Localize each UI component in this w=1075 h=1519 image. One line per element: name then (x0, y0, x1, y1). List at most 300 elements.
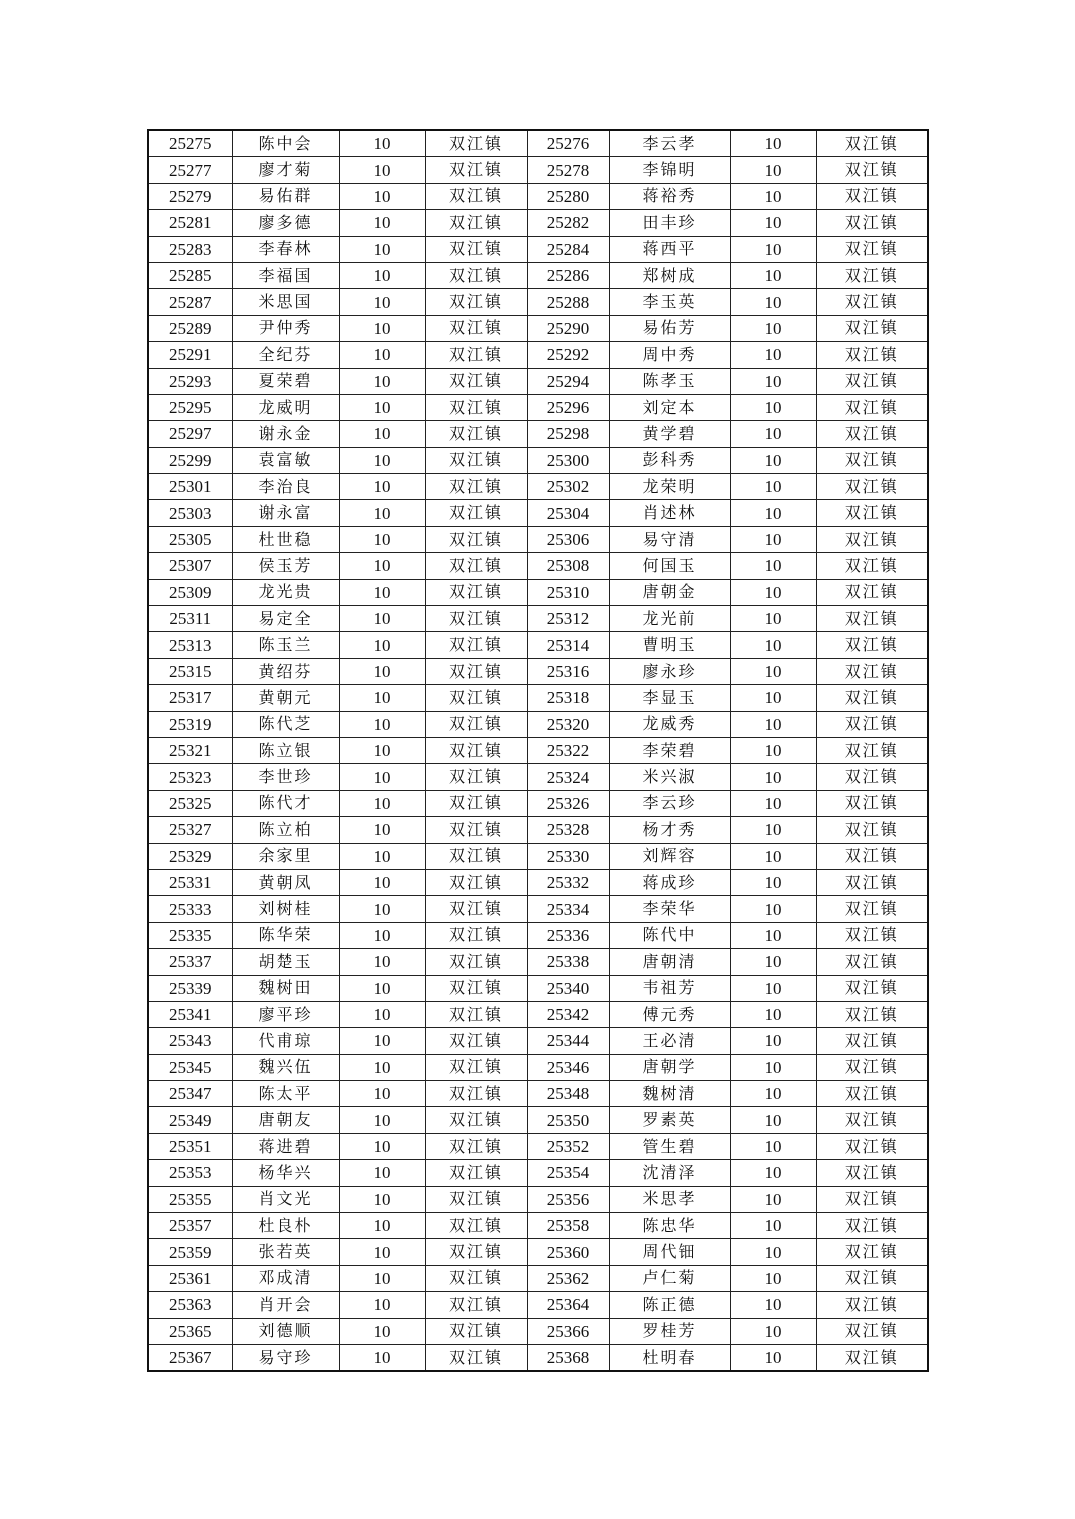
left-amount-cell: 10 (339, 764, 425, 790)
left-record-id-cell: 25285 (148, 262, 232, 288)
left-person-name-cell: 魏树田 (232, 975, 339, 1001)
left-record-id-cell: 25275 (148, 130, 232, 157)
right-amount-cell: 10 (730, 869, 816, 895)
right-person-name-cell: 蒋成珍 (609, 869, 730, 895)
right-person-name-cell: 陈代中 (609, 922, 730, 948)
right-amount-cell: 10 (730, 1265, 816, 1291)
left-town-name-cell: 双江镇 (425, 500, 527, 526)
left-record-id-cell: 25287 (148, 289, 232, 315)
left-amount-cell: 10 (339, 1133, 425, 1159)
table-row (148, 1028, 928, 1054)
right-amount-cell: 10 (730, 817, 816, 843)
right-amount-cell: 10 (730, 685, 816, 711)
left-person-name-cell: 袁富敏 (232, 447, 339, 473)
left-amount-cell: 10 (339, 737, 425, 763)
right-person-name-cell: 韦祖芳 (609, 975, 730, 1001)
left-record-id-cell: 25283 (148, 236, 232, 262)
table-row (148, 922, 928, 948)
right-amount-cell: 10 (730, 1028, 816, 1054)
right-amount-cell: 10 (730, 236, 816, 262)
right-amount-cell: 10 (730, 949, 816, 975)
right-person-name-cell: 李荣碧 (609, 737, 730, 763)
left-town-name-cell: 双江镇 (425, 1081, 527, 1107)
left-person-name-cell: 廖多德 (232, 210, 339, 236)
right-town-name-cell: 双江镇 (816, 262, 928, 288)
table-row (148, 1160, 928, 1186)
left-record-id-cell: 25319 (148, 711, 232, 737)
left-amount-cell: 10 (339, 632, 425, 658)
left-record-id-cell: 25301 (148, 474, 232, 500)
left-amount-cell: 10 (339, 1344, 425, 1371)
right-amount-cell: 10 (730, 1186, 816, 1212)
right-person-name-cell: 周代钿 (609, 1239, 730, 1265)
right-town-name-cell: 双江镇 (816, 658, 928, 684)
right-amount-cell: 10 (730, 421, 816, 447)
left-amount-cell: 10 (339, 896, 425, 922)
right-record-id-cell: 25276 (527, 130, 609, 157)
right-record-id-cell: 25338 (527, 949, 609, 975)
right-amount-cell: 10 (730, 553, 816, 579)
left-amount-cell: 10 (339, 1318, 425, 1344)
right-record-id-cell: 25322 (527, 737, 609, 763)
left-record-id-cell: 25347 (148, 1081, 232, 1107)
right-record-id-cell: 25348 (527, 1081, 609, 1107)
left-town-name-cell: 双江镇 (425, 817, 527, 843)
right-person-name-cell: 唐朝清 (609, 949, 730, 975)
left-person-name-cell: 廖平珍 (232, 1001, 339, 1027)
table-row (148, 1001, 928, 1027)
table-row (148, 394, 928, 420)
left-person-name-cell: 邓成清 (232, 1265, 339, 1291)
left-town-name-cell: 双江镇 (425, 157, 527, 183)
right-amount-cell: 10 (730, 1107, 816, 1133)
right-town-name-cell: 双江镇 (816, 1081, 928, 1107)
left-record-id-cell: 25309 (148, 579, 232, 605)
left-person-name-cell: 夏荣碧 (232, 368, 339, 394)
table-row (148, 1318, 928, 1344)
table-row (148, 1054, 928, 1080)
right-person-name-cell: 李锦明 (609, 157, 730, 183)
right-town-name-cell: 双江镇 (816, 315, 928, 341)
right-town-name-cell: 双江镇 (816, 130, 928, 157)
right-amount-cell: 10 (730, 975, 816, 1001)
left-town-name-cell: 双江镇 (425, 1318, 527, 1344)
left-amount-cell: 10 (339, 368, 425, 394)
right-amount-cell: 10 (730, 843, 816, 869)
table-row (148, 553, 928, 579)
right-record-id-cell: 25334 (527, 896, 609, 922)
right-record-id-cell: 25316 (527, 658, 609, 684)
left-person-name-cell: 谢永金 (232, 421, 339, 447)
right-person-name-cell: 何国玉 (609, 553, 730, 579)
right-person-name-cell: 李显玉 (609, 685, 730, 711)
left-town-name-cell: 双江镇 (425, 315, 527, 341)
left-record-id-cell: 25295 (148, 394, 232, 420)
right-amount-cell: 10 (730, 658, 816, 684)
left-town-name-cell: 双江镇 (425, 1160, 527, 1186)
right-record-id-cell: 25278 (527, 157, 609, 183)
left-person-name-cell: 全纪芬 (232, 342, 339, 368)
left-town-name-cell: 双江镇 (425, 236, 527, 262)
left-town-name-cell: 双江镇 (425, 368, 527, 394)
right-town-name-cell: 双江镇 (816, 236, 928, 262)
right-town-name-cell: 双江镇 (816, 1318, 928, 1344)
right-person-name-cell: 王必清 (609, 1028, 730, 1054)
table-row (148, 1213, 928, 1239)
left-town-name-cell: 双江镇 (425, 896, 527, 922)
table-row (148, 368, 928, 394)
right-record-id-cell: 25314 (527, 632, 609, 658)
right-record-id-cell: 25310 (527, 579, 609, 605)
right-record-id-cell: 25292 (527, 342, 609, 368)
left-record-id-cell: 25367 (148, 1344, 232, 1371)
right-record-id-cell: 25294 (527, 368, 609, 394)
left-person-name-cell: 陈立柏 (232, 817, 339, 843)
right-person-name-cell: 唐朝金 (609, 579, 730, 605)
right-town-name-cell: 双江镇 (816, 869, 928, 895)
left-town-name-cell: 双江镇 (425, 579, 527, 605)
right-town-name-cell: 双江镇 (816, 975, 928, 1001)
table-row (148, 949, 928, 975)
left-amount-cell: 10 (339, 1265, 425, 1291)
right-person-name-cell: 米兴淑 (609, 764, 730, 790)
left-person-name-cell: 唐朝友 (232, 1107, 339, 1133)
left-town-name-cell: 双江镇 (425, 1001, 527, 1027)
right-record-id-cell: 25368 (527, 1344, 609, 1371)
right-person-name-cell: 陈孝玉 (609, 368, 730, 394)
right-record-id-cell: 25286 (527, 262, 609, 288)
left-amount-cell: 10 (339, 526, 425, 552)
right-amount-cell: 10 (730, 1001, 816, 1027)
right-amount-cell: 10 (730, 1213, 816, 1239)
right-person-name-cell: 李荣华 (609, 896, 730, 922)
left-amount-cell: 10 (339, 183, 425, 209)
right-town-name-cell: 双江镇 (816, 922, 928, 948)
left-town-name-cell: 双江镇 (425, 1292, 527, 1318)
left-record-id-cell: 25333 (148, 896, 232, 922)
left-person-name-cell: 刘树桂 (232, 896, 339, 922)
right-record-id-cell: 25356 (527, 1186, 609, 1212)
right-person-name-cell: 罗素英 (609, 1107, 730, 1133)
left-person-name-cell: 刘德顺 (232, 1318, 339, 1344)
left-town-name-cell: 双江镇 (425, 1054, 527, 1080)
right-person-name-cell: 蒋裕秀 (609, 183, 730, 209)
right-amount-cell: 10 (730, 315, 816, 341)
left-town-name-cell: 双江镇 (425, 632, 527, 658)
left-person-name-cell: 李治良 (232, 474, 339, 500)
right-person-name-cell: 廖永珍 (609, 658, 730, 684)
left-town-name-cell: 双江镇 (425, 1344, 527, 1371)
left-person-name-cell: 张若英 (232, 1239, 339, 1265)
right-record-id-cell: 25344 (527, 1028, 609, 1054)
right-record-id-cell: 25354 (527, 1160, 609, 1186)
left-town-name-cell: 双江镇 (425, 474, 527, 500)
left-person-name-cell: 廖才菊 (232, 157, 339, 183)
left-town-name-cell: 双江镇 (425, 975, 527, 1001)
left-record-id-cell: 25343 (148, 1028, 232, 1054)
left-person-name-cell: 黄朝元 (232, 685, 339, 711)
right-town-name-cell: 双江镇 (816, 1107, 928, 1133)
right-town-name-cell: 双江镇 (816, 579, 928, 605)
table-row (148, 869, 928, 895)
right-record-id-cell: 25328 (527, 817, 609, 843)
left-amount-cell: 10 (339, 658, 425, 684)
left-amount-cell: 10 (339, 553, 425, 579)
right-amount-cell: 10 (730, 394, 816, 420)
left-town-name-cell: 双江镇 (425, 869, 527, 895)
table-row (148, 315, 928, 341)
table-row (148, 896, 928, 922)
left-amount-cell: 10 (339, 843, 425, 869)
right-record-id-cell: 25280 (527, 183, 609, 209)
right-record-id-cell: 25298 (527, 421, 609, 447)
right-record-id-cell: 25296 (527, 394, 609, 420)
left-record-id-cell: 25351 (148, 1133, 232, 1159)
right-person-name-cell: 刘定本 (609, 394, 730, 420)
right-record-id-cell: 25350 (527, 1107, 609, 1133)
left-amount-cell: 10 (339, 1107, 425, 1133)
left-town-name-cell: 双江镇 (425, 764, 527, 790)
right-person-name-cell: 田丰珍 (609, 210, 730, 236)
table-row (148, 130, 928, 157)
left-amount-cell: 10 (339, 236, 425, 262)
left-town-name-cell: 双江镇 (425, 843, 527, 869)
table-row (148, 289, 928, 315)
right-person-name-cell: 米思孝 (609, 1186, 730, 1212)
right-town-name-cell: 双江镇 (816, 183, 928, 209)
table-row (148, 183, 928, 209)
right-town-name-cell: 双江镇 (816, 447, 928, 473)
right-town-name-cell: 双江镇 (816, 1186, 928, 1212)
left-person-name-cell: 易定全 (232, 606, 339, 632)
table-row (148, 474, 928, 500)
right-person-name-cell: 魏树清 (609, 1081, 730, 1107)
left-amount-cell: 10 (339, 474, 425, 500)
right-record-id-cell: 25284 (527, 236, 609, 262)
right-person-name-cell: 刘辉容 (609, 843, 730, 869)
right-amount-cell: 10 (730, 474, 816, 500)
right-town-name-cell: 双江镇 (816, 1344, 928, 1371)
right-town-name-cell: 双江镇 (816, 1133, 928, 1159)
right-town-name-cell: 双江镇 (816, 632, 928, 658)
right-amount-cell: 10 (730, 1318, 816, 1344)
left-amount-cell: 10 (339, 500, 425, 526)
right-amount-cell: 10 (730, 606, 816, 632)
right-town-name-cell: 双江镇 (816, 949, 928, 975)
left-record-id-cell: 25339 (148, 975, 232, 1001)
left-amount-cell: 10 (339, 1160, 425, 1186)
right-record-id-cell: 25320 (527, 711, 609, 737)
left-record-id-cell: 25279 (148, 183, 232, 209)
left-town-name-cell: 双江镇 (425, 711, 527, 737)
left-person-name-cell: 肖文光 (232, 1186, 339, 1212)
left-person-name-cell: 龙光贵 (232, 579, 339, 605)
right-town-name-cell: 双江镇 (816, 817, 928, 843)
left-amount-cell: 10 (339, 421, 425, 447)
right-town-name-cell: 双江镇 (816, 1028, 928, 1054)
left-person-name-cell: 陈代芝 (232, 711, 339, 737)
table-row (148, 737, 928, 763)
left-record-id-cell: 25353 (148, 1160, 232, 1186)
right-record-id-cell: 25332 (527, 869, 609, 895)
left-record-id-cell: 25321 (148, 737, 232, 763)
left-amount-cell: 10 (339, 1186, 425, 1212)
left-record-id-cell: 25299 (148, 447, 232, 473)
table-row (148, 500, 928, 526)
right-record-id-cell: 25304 (527, 500, 609, 526)
right-town-name-cell: 双江镇 (816, 553, 928, 579)
right-record-id-cell: 25340 (527, 975, 609, 1001)
left-record-id-cell: 25323 (148, 764, 232, 790)
left-town-name-cell: 双江镇 (425, 210, 527, 236)
right-record-id-cell: 25300 (527, 447, 609, 473)
right-person-name-cell: 罗桂芳 (609, 1318, 730, 1344)
left-amount-cell: 10 (339, 447, 425, 473)
right-person-name-cell: 彭科秀 (609, 447, 730, 473)
left-record-id-cell: 25291 (148, 342, 232, 368)
left-record-id-cell: 25315 (148, 658, 232, 684)
left-town-name-cell: 双江镇 (425, 262, 527, 288)
right-record-id-cell: 25318 (527, 685, 609, 711)
left-person-name-cell: 龙威明 (232, 394, 339, 420)
left-person-name-cell: 代甫琼 (232, 1028, 339, 1054)
table-row (148, 817, 928, 843)
left-person-name-cell: 陈代才 (232, 790, 339, 816)
left-amount-cell: 10 (339, 922, 425, 948)
left-amount-cell: 10 (339, 1081, 425, 1107)
right-record-id-cell: 25336 (527, 922, 609, 948)
right-person-name-cell: 陈忠华 (609, 1213, 730, 1239)
right-amount-cell: 10 (730, 210, 816, 236)
left-person-name-cell: 易守珍 (232, 1344, 339, 1371)
left-town-name-cell: 双江镇 (425, 1028, 527, 1054)
left-person-name-cell: 杜世稳 (232, 526, 339, 552)
right-record-id-cell: 25306 (527, 526, 609, 552)
left-record-id-cell: 25293 (148, 368, 232, 394)
right-person-name-cell: 蒋西平 (609, 236, 730, 262)
right-town-name-cell: 双江镇 (816, 1160, 928, 1186)
right-person-name-cell: 李玉英 (609, 289, 730, 315)
table-row (148, 1133, 928, 1159)
left-person-name-cell: 谢永富 (232, 500, 339, 526)
right-town-name-cell: 双江镇 (816, 210, 928, 236)
right-amount-cell: 10 (730, 447, 816, 473)
right-amount-cell: 10 (730, 790, 816, 816)
table-row (148, 658, 928, 684)
left-record-id-cell: 25303 (148, 500, 232, 526)
right-town-name-cell: 双江镇 (816, 606, 928, 632)
right-amount-cell: 10 (730, 262, 816, 288)
table-row (148, 1292, 928, 1318)
left-record-id-cell: 25365 (148, 1318, 232, 1344)
left-record-id-cell: 25361 (148, 1265, 232, 1291)
left-person-name-cell: 陈华荣 (232, 922, 339, 948)
left-amount-cell: 10 (339, 579, 425, 605)
right-person-name-cell: 李云珍 (609, 790, 730, 816)
left-town-name-cell: 双江镇 (425, 1239, 527, 1265)
right-person-name-cell: 陈正德 (609, 1292, 730, 1318)
table-row (148, 843, 928, 869)
right-town-name-cell: 双江镇 (816, 896, 928, 922)
left-amount-cell: 10 (339, 790, 425, 816)
left-record-id-cell: 25327 (148, 817, 232, 843)
right-town-name-cell: 双江镇 (816, 500, 928, 526)
left-person-name-cell: 米思国 (232, 289, 339, 315)
left-town-name-cell: 双江镇 (425, 447, 527, 473)
right-amount-cell: 10 (730, 764, 816, 790)
left-record-id-cell: 25363 (148, 1292, 232, 1318)
left-record-id-cell: 25355 (148, 1186, 232, 1212)
right-person-name-cell: 卢仁菊 (609, 1265, 730, 1291)
left-town-name-cell: 双江镇 (425, 790, 527, 816)
left-amount-cell: 10 (339, 1292, 425, 1318)
table-row (148, 421, 928, 447)
right-amount-cell: 10 (730, 632, 816, 658)
table-row (148, 1265, 928, 1291)
right-amount-cell: 10 (730, 1081, 816, 1107)
left-person-name-cell: 陈玉兰 (232, 632, 339, 658)
left-record-id-cell: 25305 (148, 526, 232, 552)
left-person-name-cell: 李福国 (232, 262, 339, 288)
right-person-name-cell: 杜明春 (609, 1344, 730, 1371)
left-person-name-cell: 余家里 (232, 843, 339, 869)
roster-body (148, 130, 928, 1371)
right-town-name-cell: 双江镇 (816, 421, 928, 447)
roster-table (147, 129, 929, 1372)
right-amount-cell: 10 (730, 1239, 816, 1265)
table-row (148, 1239, 928, 1265)
right-person-name-cell: 龙光前 (609, 606, 730, 632)
right-person-name-cell: 沈清泽 (609, 1160, 730, 1186)
left-person-name-cell: 魏兴伍 (232, 1054, 339, 1080)
right-person-name-cell: 傅元秀 (609, 1001, 730, 1027)
left-town-name-cell: 双江镇 (425, 737, 527, 763)
right-record-id-cell: 25282 (527, 210, 609, 236)
right-amount-cell: 10 (730, 157, 816, 183)
right-amount-cell: 10 (730, 368, 816, 394)
table-row (148, 1344, 928, 1371)
right-person-name-cell: 管生碧 (609, 1133, 730, 1159)
left-town-name-cell: 双江镇 (425, 1133, 527, 1159)
right-record-id-cell: 25342 (527, 1001, 609, 1027)
left-record-id-cell: 25289 (148, 315, 232, 341)
right-record-id-cell: 25330 (527, 843, 609, 869)
left-record-id-cell: 25313 (148, 632, 232, 658)
left-amount-cell: 10 (339, 1028, 425, 1054)
table-row (148, 262, 928, 288)
left-person-name-cell: 易佑群 (232, 183, 339, 209)
left-amount-cell: 10 (339, 606, 425, 632)
left-record-id-cell: 25331 (148, 869, 232, 895)
left-amount-cell: 10 (339, 1001, 425, 1027)
left-record-id-cell: 25311 (148, 606, 232, 632)
left-record-id-cell: 25277 (148, 157, 232, 183)
left-amount-cell: 10 (339, 1239, 425, 1265)
right-record-id-cell: 25346 (527, 1054, 609, 1080)
table-row (148, 1081, 928, 1107)
left-amount-cell: 10 (339, 394, 425, 420)
left-town-name-cell: 双江镇 (425, 949, 527, 975)
left-person-name-cell: 陈立银 (232, 737, 339, 763)
left-person-name-cell: 肖开会 (232, 1292, 339, 1318)
left-record-id-cell: 25345 (148, 1054, 232, 1080)
right-town-name-cell: 双江镇 (816, 790, 928, 816)
left-amount-cell: 10 (339, 949, 425, 975)
left-record-id-cell: 25307 (148, 553, 232, 579)
table-row (148, 975, 928, 1001)
left-amount-cell: 10 (339, 342, 425, 368)
left-person-name-cell: 杜良朴 (232, 1213, 339, 1239)
